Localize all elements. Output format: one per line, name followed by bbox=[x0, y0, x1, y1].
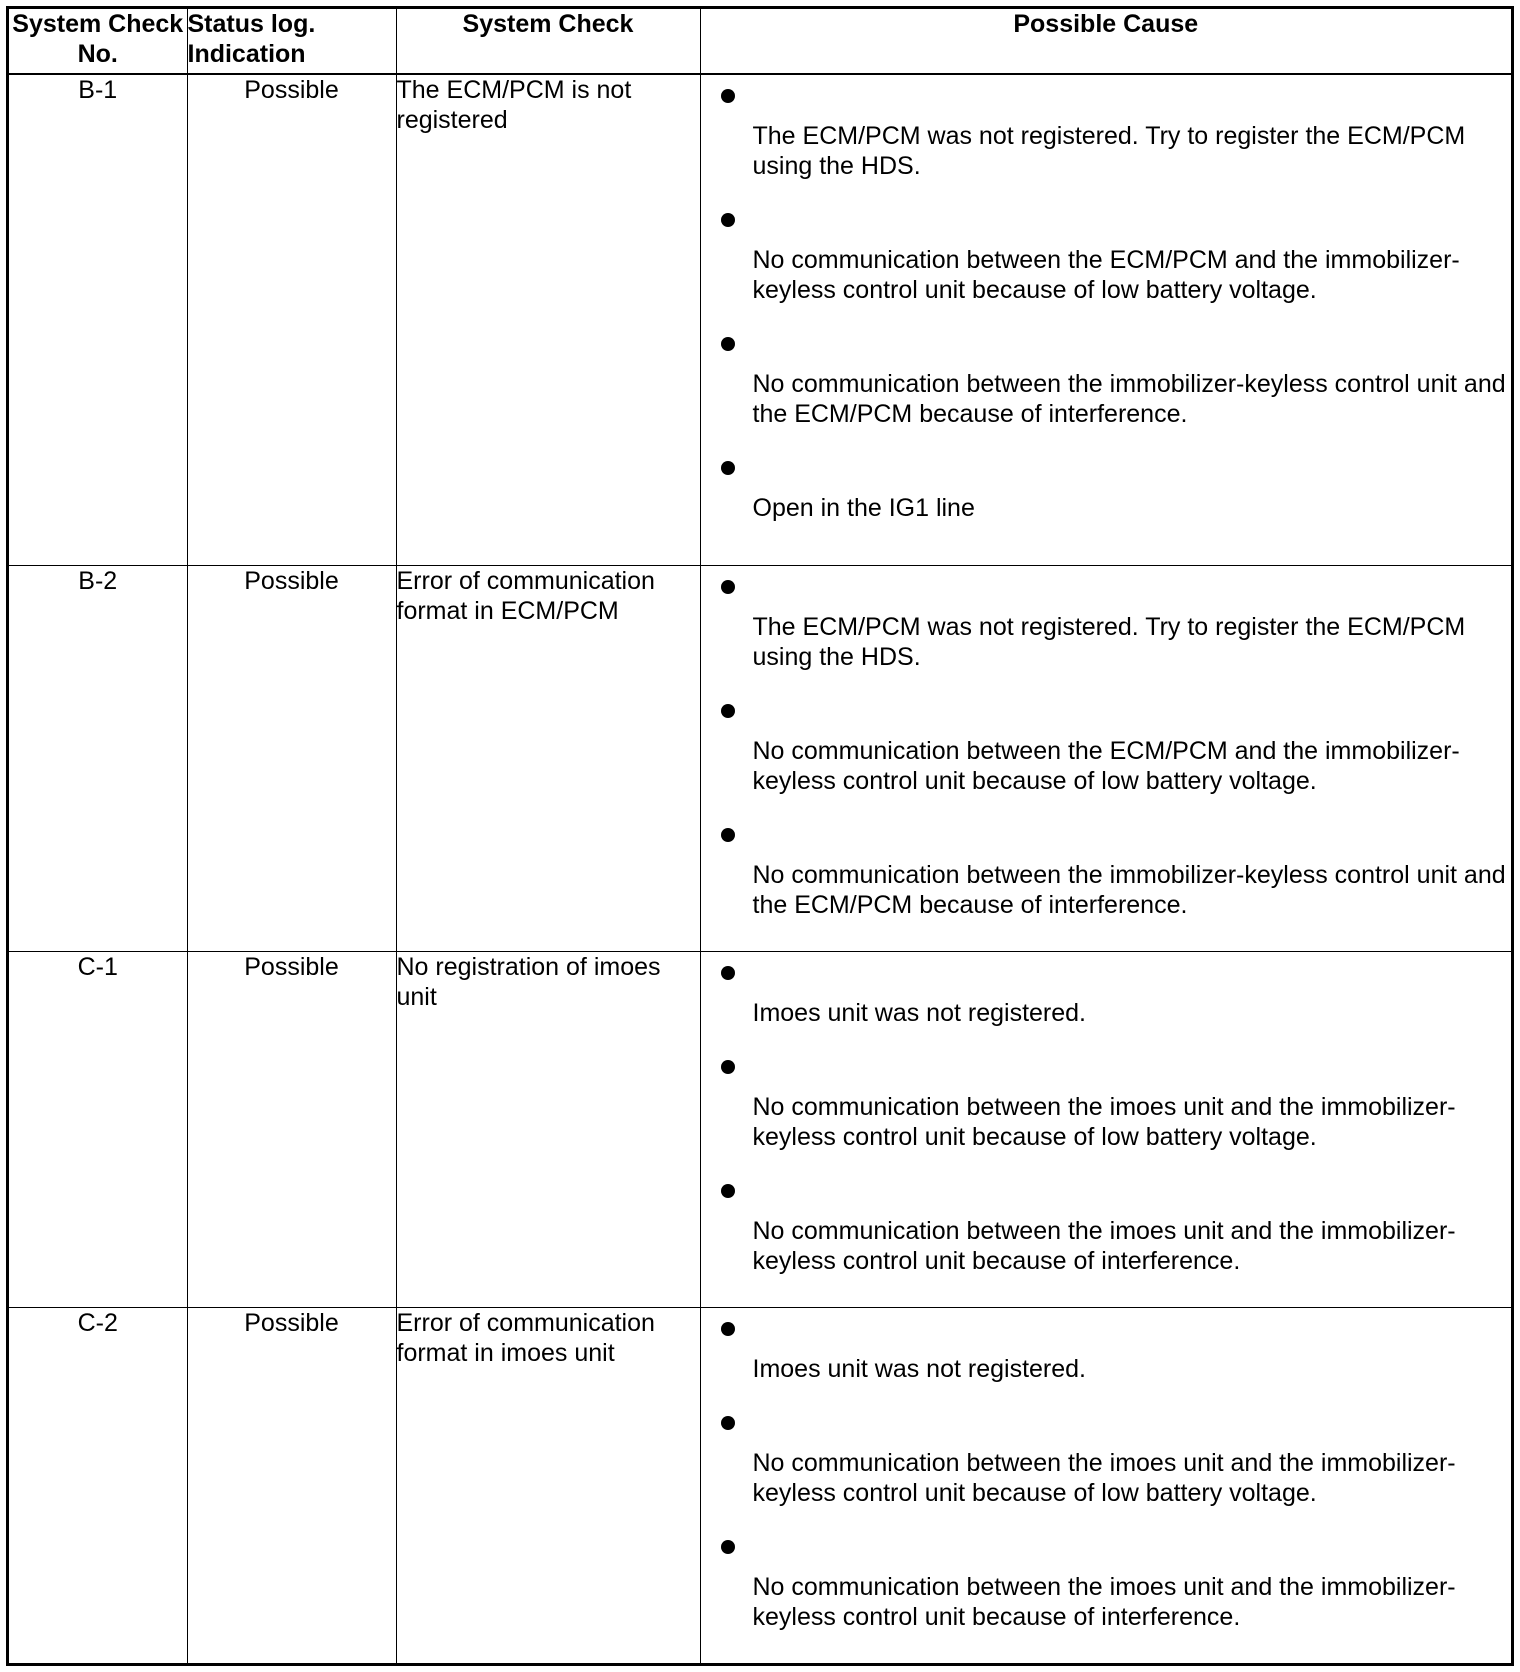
cause-list-item bbox=[701, 566, 1512, 672]
header-possible-cause: Possible Cause bbox=[700, 9, 1511, 74]
cause-list-item bbox=[701, 1308, 1512, 1384]
cause-list-item bbox=[701, 447, 1512, 523]
cause-list-item bbox=[701, 199, 1512, 305]
bullet-icon bbox=[721, 828, 735, 842]
header-system-check: System Check bbox=[396, 9, 700, 74]
bullet-icon bbox=[721, 580, 735, 594]
cause-list-item bbox=[701, 690, 1512, 796]
cause-list-item bbox=[701, 75, 1512, 181]
bullet-icon bbox=[721, 1060, 735, 1074]
document-sheet bbox=[6, 6, 1514, 1666]
bullet-icon bbox=[721, 1416, 735, 1430]
possible-cause-cell bbox=[700, 74, 1511, 566]
cause-text: No communication between the imoes unit and the immobilizer-keyless control unit because of low battery voltage. bbox=[752, 1093, 1456, 1152]
bullet-icon bbox=[721, 704, 735, 718]
cause-text: The ECM/PCM was not registered. Try to register the ECM/PCM using the HDS. bbox=[752, 122, 1466, 180]
cause-list-item bbox=[701, 1170, 1512, 1276]
bullet-icon bbox=[721, 89, 735, 103]
cause-text: Imoes unit was not registered. bbox=[752, 999, 1086, 1028]
system-check-cell: Error of communication format in ECM/PCM bbox=[396, 566, 700, 952]
system-check-cell: No registration of imoes unit bbox=[396, 952, 700, 1308]
system-check-cell: Error of communication format in imoes unit bbox=[396, 1307, 700, 1663]
bullet-icon bbox=[721, 461, 735, 475]
cause-list-item bbox=[701, 1402, 1512, 1508]
system-check-no-cell: B-1 bbox=[9, 74, 187, 566]
bullet-icon bbox=[721, 1184, 735, 1198]
table-row bbox=[9, 952, 1511, 1308]
bullet-icon bbox=[721, 966, 735, 980]
system-check-no-cell: C-2 bbox=[9, 1307, 187, 1663]
bullet-icon bbox=[721, 1540, 735, 1554]
possible-cause-cell bbox=[700, 1307, 1511, 1663]
system-check-no-cell: B-2 bbox=[9, 566, 187, 952]
system-check-no-cell: C-1 bbox=[9, 952, 187, 1308]
status-indication-cell: Possible bbox=[187, 1307, 396, 1663]
status-indication-cell: Possible bbox=[187, 952, 396, 1308]
table-row bbox=[9, 1307, 1511, 1663]
cause-text: Imoes unit was not registered. bbox=[752, 1354, 1086, 1383]
status-indication-cell: Possible bbox=[187, 74, 396, 566]
bullet-icon bbox=[721, 1322, 735, 1336]
status-indication-cell: Possible bbox=[187, 566, 396, 952]
cause-list-item bbox=[701, 952, 1512, 1028]
header-status-log-indication: Status log. Indication bbox=[187, 9, 396, 74]
possible-cause-cell bbox=[700, 952, 1511, 1308]
cause-list-item bbox=[701, 1526, 1512, 1632]
system-check-cell: The ECM/PCM is not registered bbox=[396, 74, 700, 566]
cause-text: No communication between the imoes unit and the immobilizer-keyless control unit because of interference. bbox=[752, 1217, 1456, 1276]
cause-text: No communication between the immobilizer-keyless control unit and the ECM/PCM because of interference. bbox=[752, 370, 1506, 428]
cause-text: The ECM/PCM was not registered. Try to register the ECM/PCM using the HDS. bbox=[752, 613, 1466, 672]
bullet-icon bbox=[721, 213, 735, 227]
table-header-row bbox=[9, 9, 1511, 74]
cause-text: No communication between the imoes unit and the immobilizer-keyless control unit because of low battery voltage. bbox=[752, 1448, 1456, 1507]
cause-list-item bbox=[701, 323, 1512, 429]
system-check-table bbox=[9, 9, 1511, 1663]
cause-list-item bbox=[701, 1046, 1512, 1152]
cause-text: No communication between the ECM/PCM and the immobilizer-keyless control unit because of low battery voltage. bbox=[752, 246, 1460, 304]
possible-cause-cell bbox=[700, 566, 1511, 952]
header-system-check-no: System Check No. bbox=[9, 9, 187, 74]
cause-text: Open in the IG1 line bbox=[752, 494, 975, 522]
bullet-icon bbox=[721, 337, 735, 351]
table-row bbox=[9, 566, 1511, 952]
cause-text: No communication between the ECM/PCM and the immobilizer-keyless control unit because of low battery voltage. bbox=[752, 737, 1460, 796]
cause-list-item bbox=[701, 814, 1512, 920]
cause-text: No communication between the imoes unit and the immobilizer-keyless control unit because of interference. bbox=[752, 1572, 1456, 1631]
cause-text: No communication between the immobilizer-keyless control unit and the ECM/PCM because of interference. bbox=[752, 861, 1506, 920]
table-row bbox=[9, 74, 1511, 566]
